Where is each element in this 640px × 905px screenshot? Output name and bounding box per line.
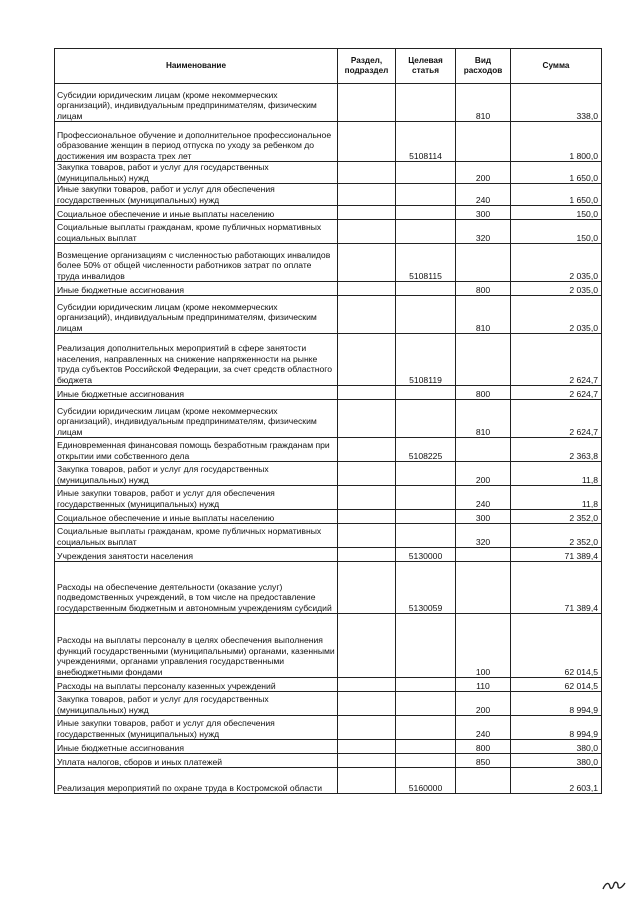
cell-sum: 380,0 bbox=[511, 754, 602, 768]
cell-target: 5108114 bbox=[396, 122, 456, 162]
cell-name: Профессиональное обучение и дополнительное профессиональное образование женщин в период отпуска по уходу за ребенком до достижения им возраста трех лет bbox=[55, 122, 338, 162]
cell-sum: 1 650,0 bbox=[511, 184, 602, 206]
cell-kind bbox=[456, 768, 511, 794]
cell-name: Субсидии юридическим лицам (кроме некоммерческих организаций), индивидуальным предпринимателям, физическим лицам bbox=[55, 84, 338, 122]
cell-sum: 2 624,7 bbox=[511, 400, 602, 438]
cell-section bbox=[338, 524, 396, 548]
cell-target bbox=[396, 524, 456, 548]
cell-target bbox=[396, 740, 456, 754]
table-row bbox=[55, 716, 602, 740]
table-row bbox=[55, 562, 602, 614]
cell-kind bbox=[456, 244, 511, 282]
cell-name: Уплата налогов, сборов и иных платежей bbox=[55, 754, 338, 768]
table-row bbox=[55, 162, 602, 184]
cell-target bbox=[396, 84, 456, 122]
cell-section bbox=[338, 184, 396, 206]
cell-section bbox=[338, 548, 396, 562]
cell-target bbox=[396, 486, 456, 510]
cell-section bbox=[338, 386, 396, 400]
cell-target: 5108119 bbox=[396, 334, 456, 386]
header-kind: Вид расходов bbox=[456, 49, 511, 84]
header-section: Раздел, подраздел bbox=[338, 49, 396, 84]
cell-name: Социальное обеспечение и иные выплаты населению bbox=[55, 206, 338, 220]
cell-name: Единовременная финансовая помощь безработным гражданам при открытии ими собственного дела bbox=[55, 438, 338, 462]
cell-sum: 150,0 bbox=[511, 220, 602, 244]
cell-name: Иные закупки товаров, работ и услуг для обеспечения государственных (муниципальных) нужд bbox=[55, 716, 338, 740]
table-row bbox=[55, 296, 602, 334]
cell-kind: 110 bbox=[456, 678, 511, 692]
cell-sum: 150,0 bbox=[511, 206, 602, 220]
cell-section bbox=[338, 84, 396, 122]
cell-target bbox=[396, 206, 456, 220]
table-row bbox=[55, 548, 602, 562]
cell-name: Реализация мероприятий по охране труда в Костромской области bbox=[55, 768, 338, 794]
cell-section bbox=[338, 122, 396, 162]
cell-kind: 200 bbox=[456, 162, 511, 184]
table-row bbox=[55, 524, 602, 548]
cell-name: Социальные выплаты гражданам, кроме публичных нормативных социальных выплат bbox=[55, 220, 338, 244]
cell-sum: 2 363,8 bbox=[511, 438, 602, 462]
cell-name: Иные бюджетные ассигнования bbox=[55, 282, 338, 296]
cell-kind: 320 bbox=[456, 220, 511, 244]
cell-sum: 2 624,7 bbox=[511, 386, 602, 400]
table-row bbox=[55, 768, 602, 794]
cell-kind: 100 bbox=[456, 614, 511, 678]
cell-section bbox=[338, 678, 396, 692]
cell-kind: 200 bbox=[456, 462, 511, 486]
cell-name: Закупка товаров, работ и услуг для государственных (муниципальных) нужд bbox=[55, 692, 338, 716]
table-row bbox=[55, 740, 602, 754]
cell-target bbox=[396, 386, 456, 400]
cell-kind bbox=[456, 122, 511, 162]
cell-name: Закупка товаров, работ и услуг для государственных (муниципальных) нужд bbox=[55, 462, 338, 486]
cell-sum: 2 035,0 bbox=[511, 296, 602, 334]
cell-sum: 71 389,4 bbox=[511, 548, 602, 562]
cell-name: Реализация дополнительных мероприятий в сфере занятости населения, направленных на снижение напряженности на рынке труда субъектов Российской Федерации, за счет средств областного бюджета bbox=[55, 334, 338, 386]
cell-target bbox=[396, 296, 456, 334]
cell-kind bbox=[456, 438, 511, 462]
cell-kind bbox=[456, 334, 511, 386]
table-row bbox=[55, 184, 602, 206]
cell-name: Возмещение организациям с численностью работающих инвалидов более 50% от общей численности работников затрат по оплате труда инвалидов bbox=[55, 244, 338, 282]
cell-section bbox=[338, 244, 396, 282]
cell-target bbox=[396, 678, 456, 692]
table-row bbox=[55, 122, 602, 162]
cell-name: Иные бюджетные ассигнования bbox=[55, 740, 338, 754]
header-name: Наименование bbox=[55, 49, 338, 84]
cell-section bbox=[338, 334, 396, 386]
cell-target bbox=[396, 614, 456, 678]
cell-kind: 240 bbox=[456, 716, 511, 740]
header-sum: Сумма bbox=[511, 49, 602, 84]
cell-name: Расходы на выплаты персоналу казенных учреждений bbox=[55, 678, 338, 692]
cell-section bbox=[338, 400, 396, 438]
cell-section bbox=[338, 462, 396, 486]
table-row bbox=[55, 510, 602, 524]
cell-sum: 2 624,7 bbox=[511, 334, 602, 386]
cell-section bbox=[338, 220, 396, 244]
cell-sum: 1 800,0 bbox=[511, 122, 602, 162]
cell-kind: 810 bbox=[456, 296, 511, 334]
table-row bbox=[55, 754, 602, 768]
cell-kind bbox=[456, 548, 511, 562]
cell-kind: 800 bbox=[456, 386, 511, 400]
cell-target bbox=[396, 692, 456, 716]
table-row bbox=[55, 334, 602, 386]
cell-name: Субсидии юридическим лицам (кроме некоммерческих организаций), индивидуальным предпринимателям, физическим лицам bbox=[55, 296, 338, 334]
cell-section bbox=[338, 162, 396, 184]
cell-name: Закупка товаров, работ и услуг для государственных (муниципальных) нужд bbox=[55, 162, 338, 184]
cell-sum: 11,8 bbox=[511, 486, 602, 510]
table-row bbox=[55, 386, 602, 400]
cell-section bbox=[338, 754, 396, 768]
cell-target: 5108225 bbox=[396, 438, 456, 462]
cell-target bbox=[396, 184, 456, 206]
cell-kind: 800 bbox=[456, 740, 511, 754]
cell-name: Субсидии юридическим лицам (кроме некоммерческих организаций), индивидуальным предпринимателям, физическим лицам bbox=[55, 400, 338, 438]
cell-target bbox=[396, 754, 456, 768]
table-row bbox=[55, 400, 602, 438]
table-header-row bbox=[55, 49, 602, 84]
cell-section bbox=[338, 282, 396, 296]
cell-sum: 62 014,5 bbox=[511, 678, 602, 692]
cell-kind: 300 bbox=[456, 510, 511, 524]
cell-target: 5160000 bbox=[396, 768, 456, 794]
cell-kind: 240 bbox=[456, 184, 511, 206]
cell-target: 5130059 bbox=[396, 562, 456, 614]
cell-section bbox=[338, 510, 396, 524]
table-row bbox=[55, 282, 602, 296]
cell-kind: 200 bbox=[456, 692, 511, 716]
cell-sum: 71 389,4 bbox=[511, 562, 602, 614]
handwritten-mark-icon bbox=[601, 878, 627, 892]
cell-target bbox=[396, 162, 456, 184]
cell-sum: 11,8 bbox=[511, 462, 602, 486]
cell-name: Социальные выплаты гражданам, кроме публичных нормативных социальных выплат bbox=[55, 524, 338, 548]
cell-kind: 300 bbox=[456, 206, 511, 220]
cell-section bbox=[338, 692, 396, 716]
table-row bbox=[55, 206, 602, 220]
cell-section bbox=[338, 740, 396, 754]
table-row bbox=[55, 614, 602, 678]
cell-kind: 810 bbox=[456, 400, 511, 438]
table-row bbox=[55, 438, 602, 462]
cell-kind bbox=[456, 562, 511, 614]
cell-name: Расходы на выплаты персоналу в целях обеспечения выполнения функций государственными (муниципальными) органами, казенными учреждениями, органами управления государственными внебюджетными фондами bbox=[55, 614, 338, 678]
budget-table bbox=[54, 48, 602, 794]
cell-name: Расходы на обеспечение деятельности (оказание услуг) подведомственных учреждений, в том числе на предоставление государственным бюджетным и автономным учреждениям субсидий bbox=[55, 562, 338, 614]
cell-target bbox=[396, 220, 456, 244]
cell-target bbox=[396, 282, 456, 296]
cell-section bbox=[338, 614, 396, 678]
cell-section bbox=[338, 296, 396, 334]
cell-section bbox=[338, 716, 396, 740]
table-body bbox=[55, 84, 602, 794]
header-target: Целевая статья bbox=[396, 49, 456, 84]
cell-name: Иные закупки товаров, работ и услуг для обеспечения государственных (муниципальных) нужд bbox=[55, 486, 338, 510]
cell-target bbox=[396, 510, 456, 524]
cell-name: Социальное обеспечение и иные выплаты населению bbox=[55, 510, 338, 524]
table-row bbox=[55, 692, 602, 716]
cell-section bbox=[338, 206, 396, 220]
cell-sum: 2 352,0 bbox=[511, 524, 602, 548]
cell-section bbox=[338, 562, 396, 614]
cell-sum: 2 035,0 bbox=[511, 282, 602, 296]
cell-sum: 8 994,9 bbox=[511, 716, 602, 740]
cell-sum: 2 352,0 bbox=[511, 510, 602, 524]
table-row bbox=[55, 486, 602, 510]
cell-sum: 2 603,1 bbox=[511, 768, 602, 794]
cell-target: 5108115 bbox=[396, 244, 456, 282]
cell-name: Учреждения занятости населения bbox=[55, 548, 338, 562]
cell-kind: 850 bbox=[456, 754, 511, 768]
cell-kind: 240 bbox=[456, 486, 511, 510]
cell-sum: 1 650,0 bbox=[511, 162, 602, 184]
cell-sum: 8 994,9 bbox=[511, 692, 602, 716]
cell-kind: 800 bbox=[456, 282, 511, 296]
cell-sum: 338,0 bbox=[511, 84, 602, 122]
cell-target: 5130000 bbox=[396, 548, 456, 562]
cell-sum: 62 014,5 bbox=[511, 614, 602, 678]
cell-sum: 2 035,0 bbox=[511, 244, 602, 282]
table-row bbox=[55, 462, 602, 486]
cell-name: Иные бюджетные ассигнования bbox=[55, 386, 338, 400]
table-row bbox=[55, 678, 602, 692]
table-row bbox=[55, 220, 602, 244]
cell-sum: 380,0 bbox=[511, 740, 602, 754]
cell-target bbox=[396, 716, 456, 740]
cell-section bbox=[338, 486, 396, 510]
cell-kind: 810 bbox=[456, 84, 511, 122]
cell-target bbox=[396, 400, 456, 438]
cell-name: Иные закупки товаров, работ и услуг для обеспечения государственных (муниципальных) нужд bbox=[55, 184, 338, 206]
cell-section bbox=[338, 438, 396, 462]
table-row bbox=[55, 244, 602, 282]
table-row bbox=[55, 84, 602, 122]
cell-section bbox=[338, 768, 396, 794]
cell-kind: 320 bbox=[456, 524, 511, 548]
cell-target bbox=[396, 462, 456, 486]
